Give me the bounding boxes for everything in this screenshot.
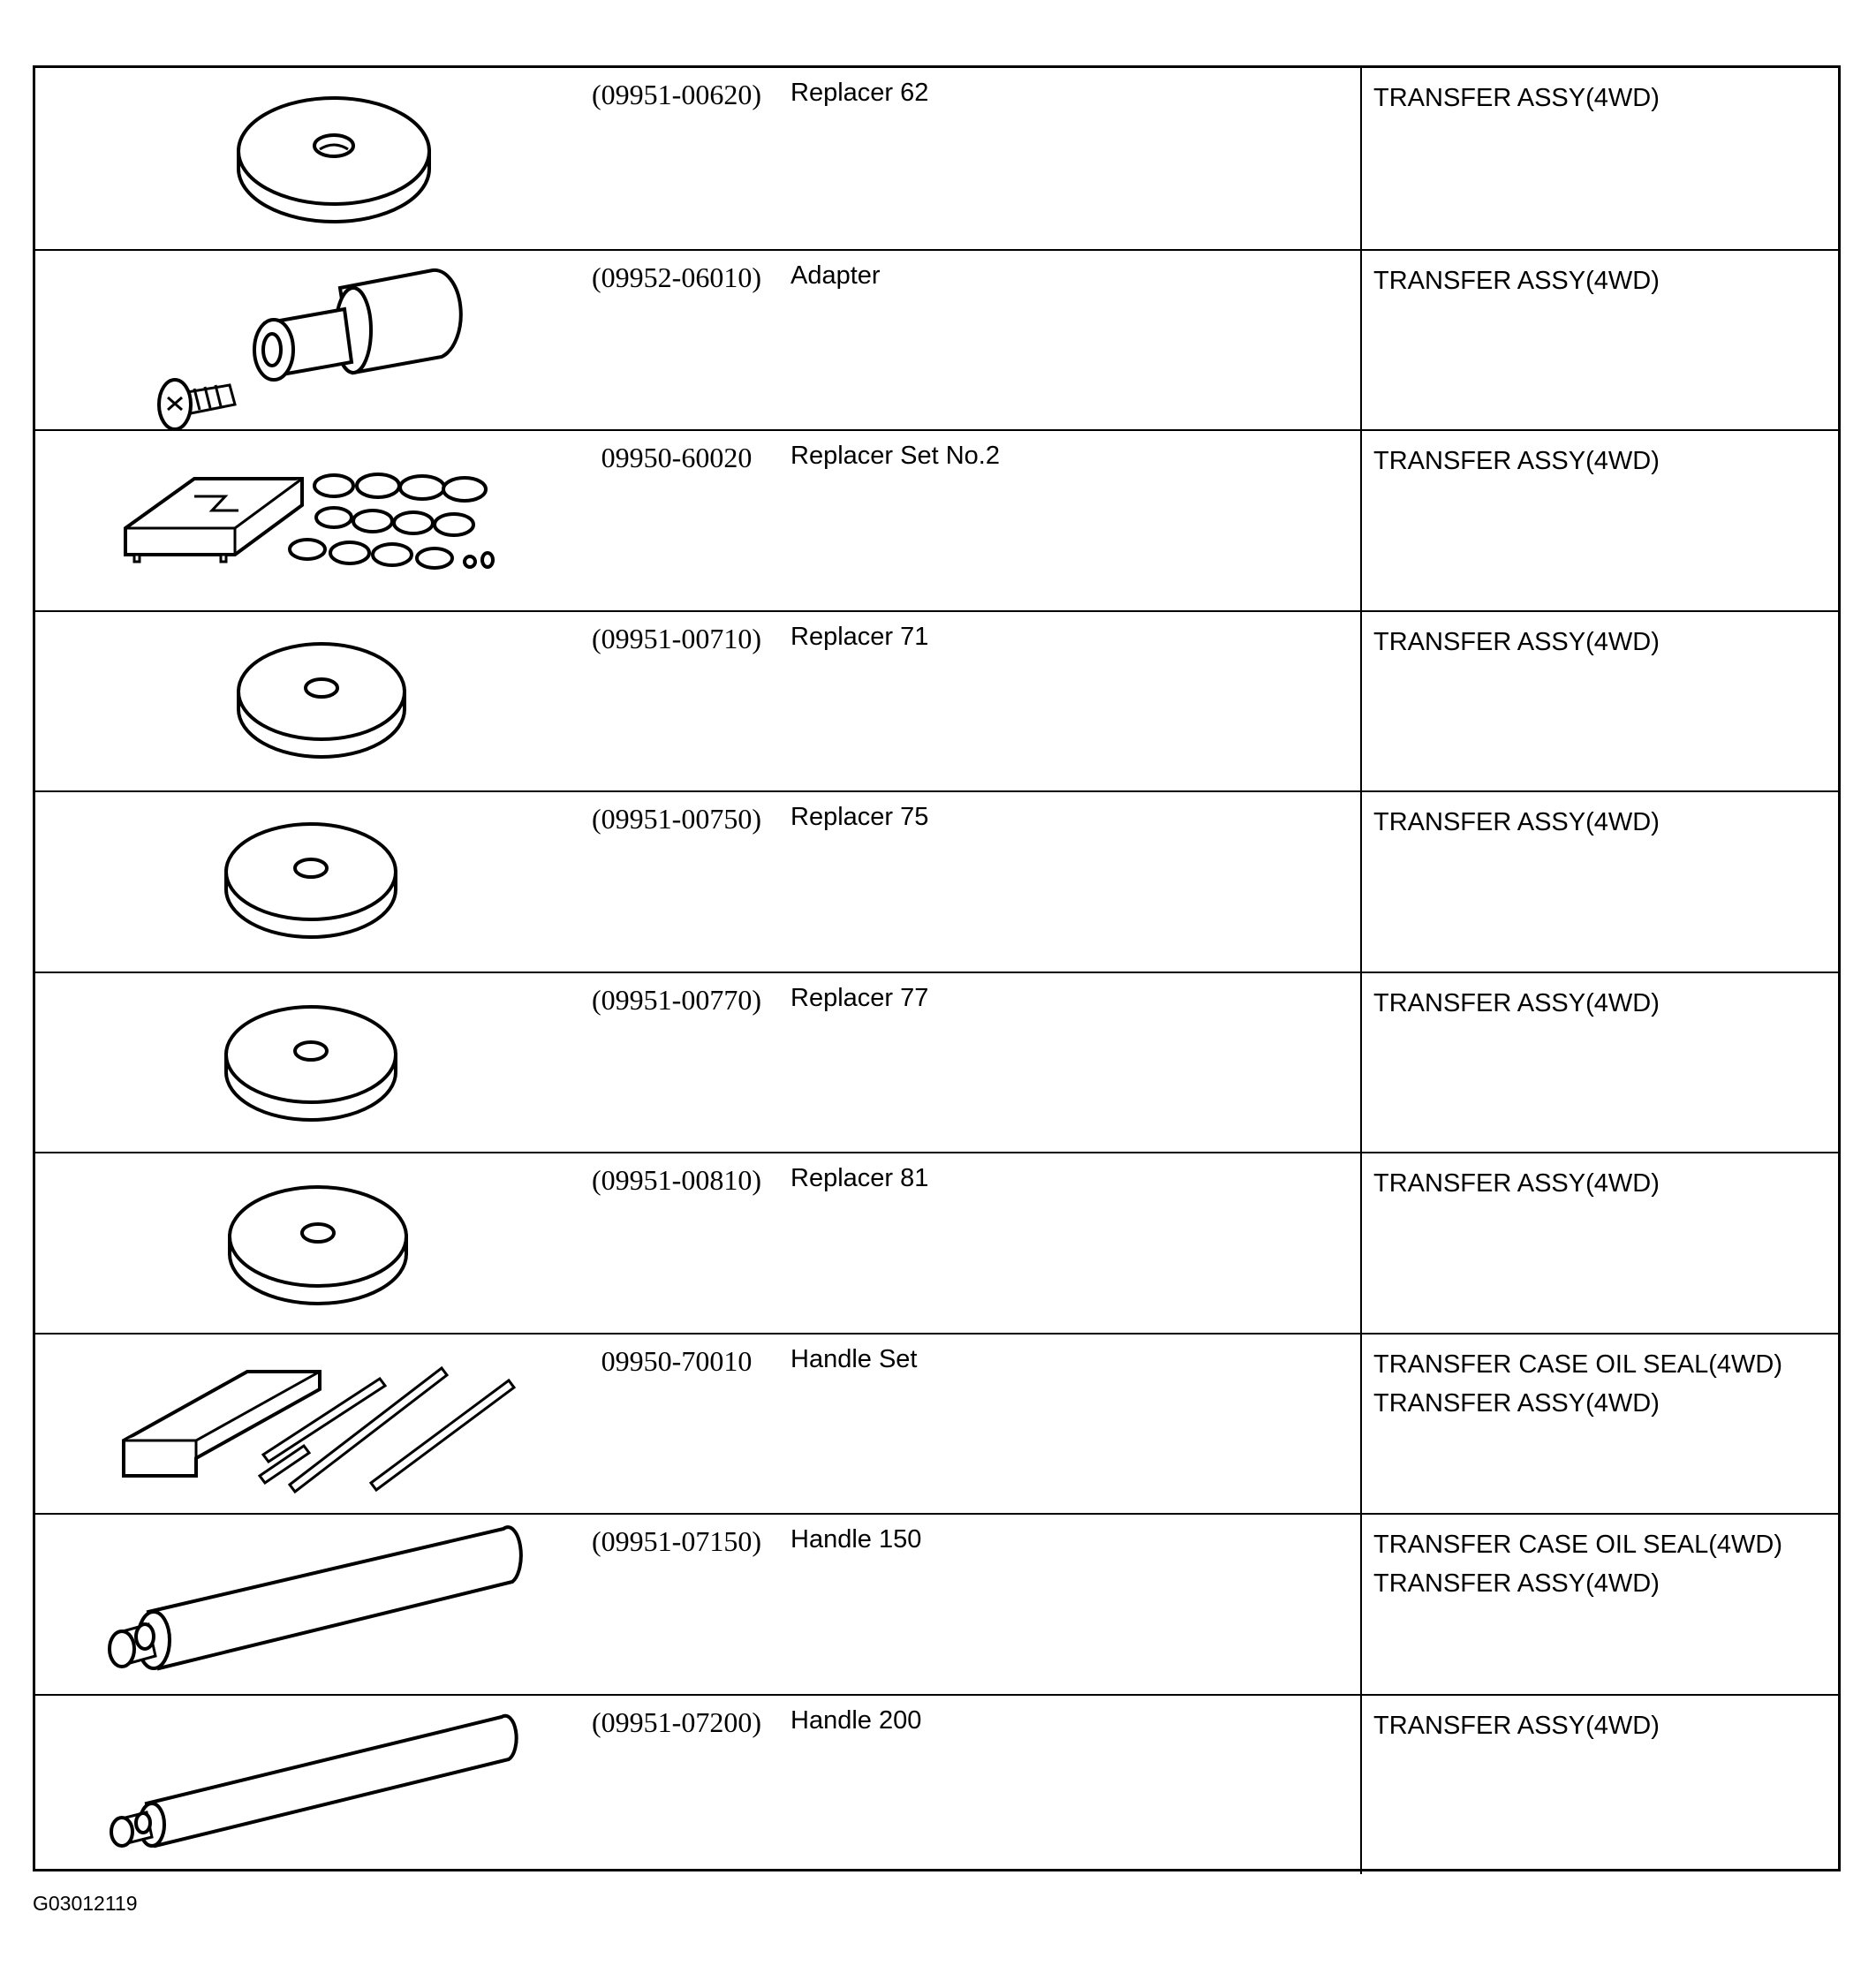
table-row: [35, 790, 1838, 972]
replacer-disc-icon: [71, 77, 548, 241]
column-divider: [1360, 68, 1362, 249]
usage-cell: [1373, 803, 1660, 842]
usage-cell: [1373, 1525, 1782, 1603]
column-divider: [1360, 1515, 1362, 1694]
usage-cell: [1373, 79, 1660, 117]
part-number: (09951-00750): [592, 803, 761, 835]
replacer-disc-icon: [71, 621, 548, 785]
part-number: (09951-00710): [592, 622, 761, 654]
tool-name: Replacer Set No.2: [790, 442, 1000, 470]
usage-cell: [1373, 984, 1660, 1023]
usage-cell: [1373, 1345, 1782, 1423]
part-number: (09951-00770): [592, 983, 761, 1016]
part-number: (09951-00620): [592, 79, 761, 110]
column-divider: [1360, 973, 1362, 1153]
tool-name: Replacer 71: [790, 622, 929, 651]
part-number: 09950-70010: [601, 1344, 753, 1377]
figure-code: G03012119: [33, 1892, 138, 1915]
usage-line: TRANSFER ASSY(4WD): [1373, 1388, 1660, 1418]
table-row: [35, 429, 1838, 610]
part-number: 09950-60020: [601, 442, 753, 473]
usage-line: TRANSFER ASSY(4WD): [1373, 447, 1660, 475]
replacer-disc-icon: [71, 1162, 548, 1327]
tool-name: Replacer 81: [790, 1164, 929, 1192]
tool-name: Handle 150: [790, 1525, 922, 1554]
column-divider: [1360, 1696, 1362, 1875]
table-row: [35, 972, 1838, 1153]
tool-name: Replacer 75: [790, 803, 929, 831]
usage-line: TRANSFER ASSY(4WD): [1373, 988, 1660, 1017]
part-number: (09951-07150): [592, 1525, 761, 1557]
handle-set-case-icon: [71, 1343, 548, 1508]
usage-line: TRANSFER ASSY(4WD): [1373, 84, 1660, 112]
table-row: [35, 1694, 1838, 1875]
special-service-tools-table: [33, 65, 1841, 1871]
usage-line: TRANSFER CASE OIL SEAL(4WD): [1373, 1350, 1783, 1379]
usage-line: TRANSFER ASSY(4WD): [1373, 1569, 1660, 1598]
part-number: (09952-06010): [592, 261, 761, 293]
table-row: [35, 1152, 1838, 1333]
table-row: [35, 1513, 1838, 1694]
handle-bar-icon: [71, 1705, 548, 1869]
usage-line: TRANSFER ASSY(4WD): [1373, 808, 1660, 836]
usage-cell: [1373, 442, 1660, 480]
usage-line: TRANSFER ASSY(4WD): [1373, 1169, 1660, 1198]
replacer-disc-icon: [71, 982, 548, 1146]
usage-line: TRANSFER ASSY(4WD): [1373, 266, 1660, 295]
part-number: (09951-00810): [592, 1164, 761, 1196]
replacer-set-case-icon: [71, 440, 548, 604]
usage-cell: [1373, 261, 1660, 300]
adapter-icon: [71, 260, 548, 424]
tool-name: Replacer 77: [790, 983, 929, 1012]
tool-name: Adapter: [790, 261, 881, 290]
usage-cell: [1373, 623, 1660, 662]
tool-name: Replacer 62: [790, 79, 929, 107]
column-divider: [1360, 251, 1362, 430]
table-row: [35, 610, 1838, 791]
replacer-disc-icon: [71, 801, 548, 965]
usage-line: TRANSFER ASSY(4WD): [1373, 627, 1660, 656]
column-divider: [1360, 792, 1362, 972]
table-row: [35, 68, 1838, 249]
tool-name: Handle 200: [790, 1705, 922, 1735]
tool-name: Handle Set: [790, 1344, 918, 1373]
usage-cell: [1373, 1706, 1660, 1745]
column-divider: [1360, 1335, 1362, 1514]
usage-cell: [1373, 1164, 1660, 1203]
column-divider: [1360, 431, 1362, 610]
column-divider: [1360, 612, 1362, 791]
table-row: [35, 249, 1838, 430]
usage-line: TRANSFER ASSY(4WD): [1373, 1711, 1660, 1740]
table-row: [35, 1333, 1838, 1514]
part-number: (09951-07200): [592, 1705, 761, 1738]
handle-bar-icon: [71, 1524, 548, 1688]
column-divider: [1360, 1153, 1362, 1333]
usage-line: TRANSFER CASE OIL SEAL(4WD): [1373, 1531, 1783, 1559]
